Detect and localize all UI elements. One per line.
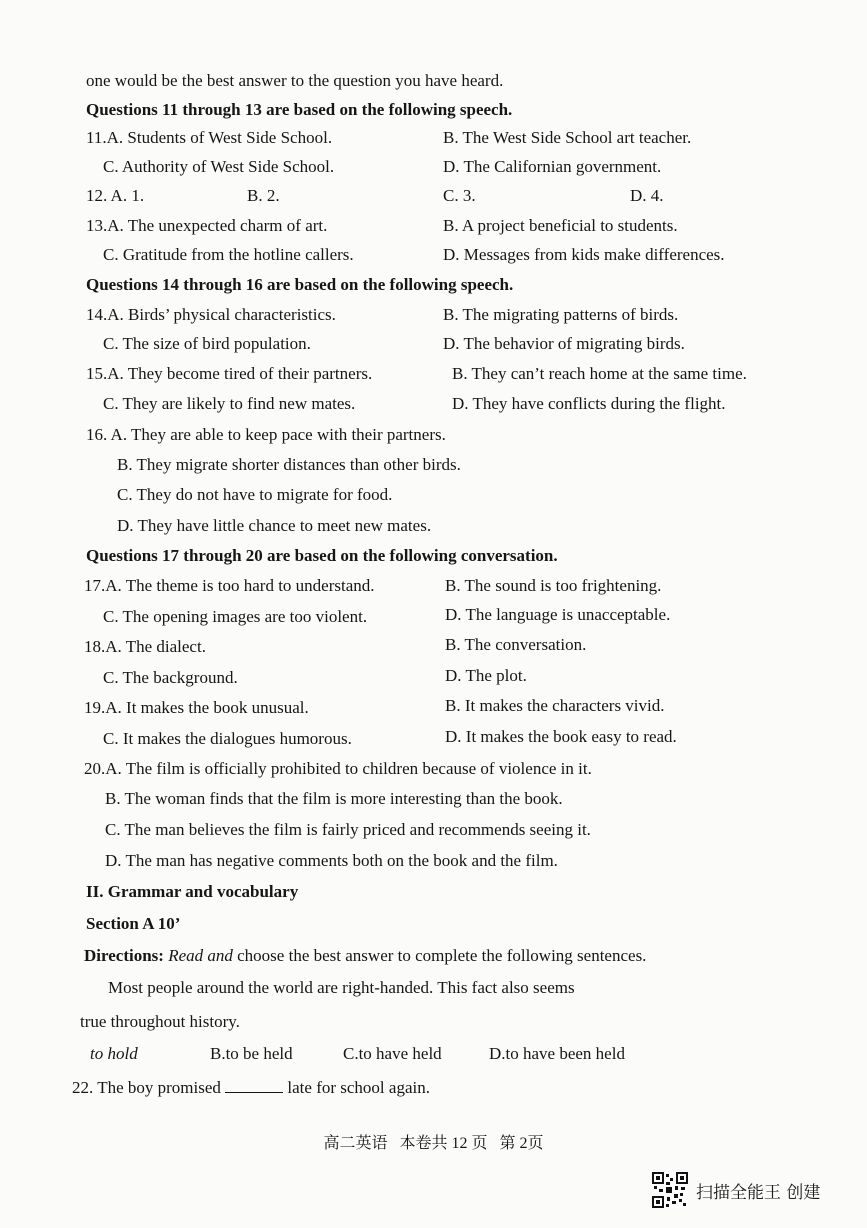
page-footer	[0, 1130, 867, 1153]
q20-option-b: B. The woman finds that the film is more interesting than the book.	[105, 789, 563, 808]
q22-stem-after: late for school again.	[287, 1078, 430, 1097]
q21-option-d: D.to have been held	[489, 1044, 625, 1063]
directions-italic: Read and	[168, 946, 233, 965]
qr-code-icon	[652, 1172, 688, 1208]
q17-option-c: C. The opening images are too violent.	[103, 607, 368, 626]
q12-option-c: C. 3.	[443, 186, 476, 205]
q11-option-a: 11.A. Students of West Side School.	[86, 128, 333, 147]
directions-text: choose the best answer to complete the following sentences.	[237, 946, 647, 965]
q14-option-b: B. The migrating patterns of birds.	[443, 305, 679, 324]
q13-option-c: C. Gratitude from the hotline callers.	[103, 245, 354, 264]
q20-option-a: 20.A. The film is officially prohibited to children because of violence in it.	[84, 759, 592, 778]
footer-page-number: 第 2页	[499, 1135, 544, 1152]
q19-option-c: C. It makes the dialogues humorous.	[103, 729, 352, 748]
scanner-stamp-text: 扫描全能王 创建	[696, 1182, 821, 1203]
q21-stem-line2: true throughout history.	[80, 1012, 240, 1031]
q19-option-b: B. It makes the characters vivid.	[445, 696, 665, 715]
group-heading-11-13: Questions 11 through 13 are based on the following speech.	[86, 100, 513, 119]
q12-option-a: 12. A. 1.	[86, 186, 145, 205]
footer-page-count: 本卷共 12 页	[399, 1135, 488, 1152]
q13-option-d: D. Messages from kids make differences.	[443, 245, 725, 264]
q15-option-b: B. They can’t reach home at the same time.	[452, 364, 747, 383]
q16-option-c: C. They do not have to migrate for food.	[117, 485, 393, 504]
q14-option-d: D. The behavior of migrating birds.	[443, 334, 685, 353]
q11-option-b: B. The West Side School art teacher.	[443, 128, 692, 147]
q13-option-a: 13.A. The unexpected charm of art.	[86, 216, 328, 235]
q21-stem-line1: Most people around the world are right-handed. This fact also seems	[108, 978, 575, 997]
q16-option-a: 16. A. They are able to keep pace with their partners.	[86, 425, 446, 444]
q17-option-b: B. The sound is too frightening.	[445, 576, 662, 595]
q11-option-c: C. Authority of West Side School.	[103, 157, 335, 176]
q13-option-b: B. A project beneficial to students.	[443, 216, 678, 235]
q12-option-d: D. 4.	[630, 186, 664, 205]
q18-option-b: B. The conversation.	[445, 635, 587, 654]
intro-line: one would be the best answer to the question you have heard.	[86, 71, 504, 90]
q22-stem-before: 22. The boy promised	[72, 1078, 221, 1097]
q22-stem	[72, 1078, 430, 1098]
footer-course: 高二英语	[323, 1135, 388, 1152]
q22-answer-blank[interactable]	[225, 1078, 283, 1093]
directions-label: Directions:	[84, 946, 164, 965]
directions-line	[84, 946, 646, 966]
q21-option-a: to hold	[90, 1044, 138, 1063]
q21-option-b: B.to be held	[210, 1044, 293, 1063]
q18-option-c: C. The background.	[103, 668, 238, 687]
section-heading-grammar: II. Grammar and vocabulary	[86, 882, 299, 901]
q15-option-d: D. They have conflicts during the flight.	[452, 394, 726, 413]
section-a-heading: Section A 10’	[86, 914, 181, 933]
q21-option-c: C.to have held	[343, 1044, 442, 1063]
q11-option-d: D. The Californian government.	[443, 157, 662, 176]
q19-option-d: D. It makes the book easy to read.	[445, 727, 677, 746]
q20-option-c: C. The man believes the film is fairly priced and recommends seeing it.	[105, 820, 591, 839]
q12-option-b: B. 2.	[247, 186, 280, 205]
q16-option-d: D. They have little chance to meet new mates.	[117, 516, 432, 535]
q16-option-b: B. They migrate shorter distances than other birds.	[117, 455, 461, 474]
q19-option-a: 19.A. It makes the book unusual.	[84, 698, 309, 717]
group-heading-17-20: Questions 17 through 20 are based on the following conversation.	[86, 546, 558, 565]
q20-option-d: D. The man has negative comments both on the book and the film.	[105, 851, 558, 870]
q15-option-a: 15.A. They become tired of their partners.	[86, 364, 373, 383]
q17-option-d: D. The language is unacceptable.	[445, 605, 671, 624]
q18-option-d: D. The plot.	[445, 666, 527, 685]
q18-option-a: 18.A. The dialect.	[84, 637, 206, 656]
q17-option-a: 17.A. The theme is too hard to understand.	[84, 576, 375, 595]
scanner-stamp	[652, 1172, 820, 1208]
q14-option-a: 14.A. Birds’ physical characteristics.	[86, 305, 336, 324]
q14-option-c: C. The size of bird population.	[103, 334, 311, 353]
group-heading-14-16: Questions 14 through 16 are based on the following speech.	[86, 275, 514, 294]
q15-option-c: C. They are likely to find new mates.	[103, 394, 356, 413]
